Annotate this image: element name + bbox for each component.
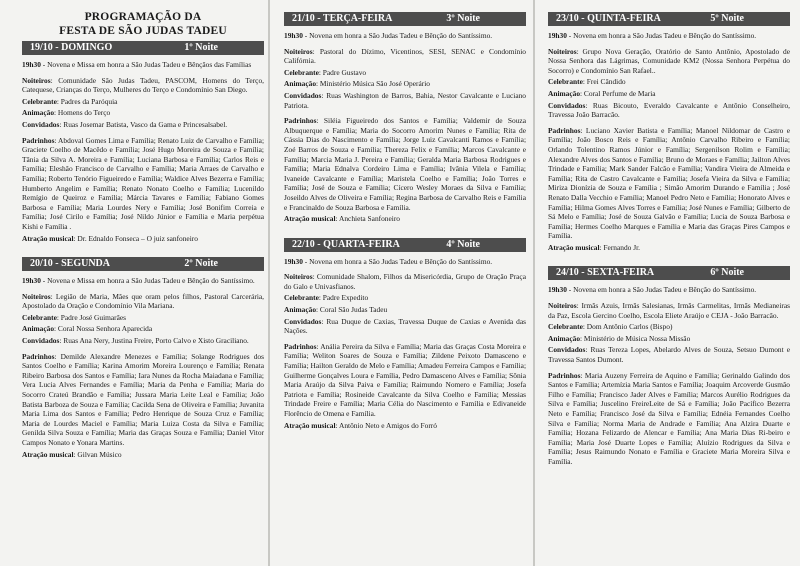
day-section-6 (548, 266, 790, 466)
line-text: : Anchieta Sanfoneiro (335, 214, 400, 224)
day-date: 24/10 - SEXTA-FEIRA (556, 267, 655, 279)
day-night: 1º Noite (184, 42, 218, 53)
day-section-1 (22, 41, 264, 243)
line-text: : Coral Perfume de Maria (580, 88, 656, 98)
line-label: Padrinhos (22, 135, 55, 145)
line-text: : Homens do Terço (54, 108, 111, 118)
line-label: Atração musical (22, 233, 74, 243)
day-header (548, 12, 790, 26)
program-line (548, 31, 790, 41)
program-line (284, 317, 526, 336)
line-label: Atração musical (22, 449, 74, 459)
line-label: 19h30 (548, 31, 567, 40)
program-line (284, 272, 526, 291)
line-label: Padrinhos (548, 370, 581, 380)
program-line (22, 313, 264, 323)
line-text: : Anália Pereira da Silva e Família; Maria das Graças Costa Moreira e Família; Weliton Soares de Souza e Família; Zildene Peixoto Damasceno e Família; Hailton Geraldo de Melo e Família; Amadeu Ferreira Campos e Família; Guilherme Gonçalves Loura e Família, Pedro Damasceno Alves e Família; Sônia Maria Araújo da Silva Paiva e Família; Raimundo Nomero e Família; Josefa Patriota e Família; Rosineide Cavalcante da Silva Coelho e Família; Messias Trindade Freire e Família; Maria Célia do Nascimento e Família e Edivaneide Florêncio de Omena e Família. (284, 341, 526, 418)
line-label: Convidados (548, 345, 586, 355)
line-text: : Coral Nossa Senhora Aparecida (54, 324, 153, 334)
line-text: : Ruas Bicouto, Everaldo Cavalcante e Antônio Conselheiro, Travessa João Barracão. (548, 100, 790, 120)
program-line (22, 276, 264, 286)
line-text: : Fernando Jr. (599, 242, 640, 252)
program-line (22, 120, 264, 130)
program-line (284, 257, 526, 267)
line-label: Animação (548, 333, 581, 343)
line-text: - Novena em honra a São Judas Tadeu e Bênção do Santíssimo. (302, 256, 493, 266)
line-text: : Abdoval Gomes Lima e Família; Renato Luiz de Carvalho e Família; Graciete Coelho de Macêdo e Família; José Hugo Moreira de Souza e Família; Tânia da Silva A. Moreira e Família; Luciana Barbosa e Família; Carlos Reis e Família; Eleshão Francisco de Carvalho e Família; Maria Arraes de Carvalho e Família; Roberto Tenório Figueiredo e Família; Waldice Alves Bezerra e Família; Humberto Angelim e Família; Renato Nonato Coelho e Família; Lucenildo Remígio de Queiroz e Família; Márcia Tavares e Família; Fabiano Gomes Barbosa e Família; Maria Lourdes Nery e Família; José Bonifim Correia e Família; José Cirilo e Família; José Nildo Júnior e Família e Maria perpétua Kishi e Família . (22, 135, 264, 231)
day-date: 19/10 - DOMINGO (30, 42, 113, 53)
line-text: : Ruas Washington de Barros, Bahia, Nestor Cavalcante e Luciano Patriota. (284, 90, 526, 110)
line-label: Celebrante (548, 77, 583, 87)
program-title-line-1: PROGRAMAÇÃO DA (84, 11, 202, 23)
line-text: : Ruas Tereza Lopes, Abelardo Alves de Souza, Setsuo Dumont e Travessa Santos Dumont. (548, 345, 790, 365)
day-night: 4º Noite (446, 238, 480, 250)
program-line (284, 342, 526, 419)
day-date: 21/10 - TERÇA-FEIRA (292, 13, 393, 24)
day-header (548, 266, 790, 280)
day-section-3 (284, 12, 526, 224)
line-label: 19h30 (284, 256, 303, 266)
program-line (548, 322, 790, 332)
line-label: Celebrante (284, 293, 319, 303)
line-text: : Siléia Figueiredo dos Santos e Família; Valdemir de Souza Albuquerque e Família; Maria do Socorro Amorim Nunes e Família; Rita de Cássia Dias do Nascimento e Família; Jorge Luiz Cavalcanti Ramos e Família; Zoé Barros de Souza e Família; Thereza Felix e Família; Marcos Cavalcante e Família; Marcia Maria J. Pereira e Família; Geralda Maria Barbosa Rodrigues e Família; Maria Ednalva Cordeiro Lima e Família; Ivânia Vilela e Família; Ivaneide Cavalcante e Família; Maristela Coelho e Família; João Torres e Família; José de Souza e Família; Cícero Wesley Moraes da Silva e Família; Joseildo Alves de Oliveira e Família; Regina Barbosa de Carvalho Reis e Família e Francinaldo de Souza Barbosa e Família. (284, 116, 526, 212)
line-label: Convidados (284, 316, 322, 326)
program-line (22, 136, 264, 232)
day-header (284, 12, 526, 26)
program-line (548, 371, 790, 467)
line-label: Animação (22, 324, 55, 334)
fold-line-right (533, 0, 535, 566)
program-line (548, 301, 790, 320)
program-line (548, 89, 790, 99)
line-text: : Comunidade Shalom, Filhos da Misericórdia, Grupo de Oração Praça do Galo e Univasfianos. (284, 272, 526, 291)
line-label: Noiteiros (548, 301, 577, 311)
day-header (284, 238, 526, 252)
line-label: Noiteiros (548, 46, 577, 56)
program-line (22, 234, 264, 244)
line-label: 19h30 (22, 276, 41, 286)
line-text: : Maria Auzeny Ferreira de Aquino e Família; Gerinaldo Galindo dos Santos e Família; Artemízia Maria Santos e Família; Joaquim Arcoverde Gusmão Filho e Família; Francisco Jader Alves e Família; Marcos Aurélio Rodrigues da Silva e Família; Juscelino FreireLeite de Sá e Família; João Pacífico Bezerra Neto e Família; Francisco José da Silva e Família; Ednéia Fernandes Coelho Silva e Família; Norma Maria de Andrade e Família; Ana Alzira Duarte e Família; Hozana Felizardo de Alencar e Família; Ana Maria Dias Ri-beiro e Família; Maria José Duarte Lopes e Família; Aluízio Rodrigues da Silva e Família; Jesus Raimundo Nonato e Família e Graciete Maria Moreira Silva e Família. (548, 370, 790, 466)
program-line (22, 60, 264, 70)
program-line (22, 97, 264, 107)
line-label: Padrinhos (284, 116, 317, 126)
program-line (284, 421, 526, 431)
day-night: 6º Noite (710, 267, 744, 279)
line-label: Animação (284, 305, 317, 315)
line-label: Atração musical (284, 214, 336, 224)
program-line (284, 47, 526, 66)
line-text: : Grupo Nova Geração, Oratório de Santo Antônio, Apostolado de Nossa Senhora das Lágrimas, Comunidade KM2 (Nossa Senhora Perpétua do Socorro) e Condomínio San Rafael.. (548, 46, 790, 75)
line-text: : Pastoral do Dízimo, Vicentinos, SESI, SENAC e Condomínio Califórnia. (284, 46, 526, 66)
program-line (284, 116, 526, 212)
line-text: - Novena em honra a São Judas Tadeu e Bênção do Santíssimo. (566, 285, 757, 295)
line-text: - Novena e Missa em honra a São Judas Tadeu e Bênção do Santíssimo. (40, 276, 255, 286)
program-line (284, 293, 526, 303)
line-label: Convidados (22, 119, 60, 129)
line-label: Noiteiros (284, 46, 313, 56)
program-line (284, 214, 526, 224)
day-header (22, 257, 264, 271)
program-line (22, 292, 264, 311)
line-text: : Gilvan Músico (73, 449, 122, 459)
program-line (548, 47, 790, 76)
program-title-line-2: FESTA DE SÃO JUDAS TADEU (59, 25, 227, 37)
line-text: : Frei Cândido (582, 77, 626, 87)
line-label: Celebrante (22, 312, 57, 322)
line-text: : Comunidade São Judas Tadeu, PASCOM, Homens do Terço, Catequese, Crianças do Terço, Mulheres do Terço e Condomínio San Diego. (22, 75, 264, 95)
line-label: Atração musical (548, 242, 600, 252)
line-label: Padrinhos (548, 125, 581, 135)
program-line (548, 77, 790, 87)
line-label: Celebrante (548, 322, 583, 332)
line-text: - Novena em honra a São Judas Tadeu e Bênção do Santíssimo. (566, 31, 757, 40)
line-text: : Padre José Guimarães (56, 312, 127, 322)
line-text: : Demilde Alexandre Menezes e Família; Solange Rodrigues dos Santos Coelho e Família; Karina Amorim Moreira Lourenço e Família; Renata Ribeiro Barbosa dos Santos e Família; Iara Nunes da Rocha Maiadana e Família; Vera Lucia Alves Fernandes e Família; Maria da Penha e Família; Maria do Socorro Crateú Brandão e Família; Jussara Maria Leite Leal e Família; João Batista Barboza de Souza e Família; Cacilda Sena de Oliveira e Família; Juvanita Maria Lima dos Santos e Família; Pedro Henrique de Souza Cruz e Família; Maria de Lourdes Maciel e Família; Maria Luiza Costa da Silva e Família; Genilda Silva Souza e Família; Maria das Graças Souza e Família; Daniel Vitor Campos Nonato e Yonara Martins. (22, 351, 264, 447)
line-text: : Irmãs Azuis, Irmãs Salesianas, Irmãs Carmelitas, Irmãs Medianeiras da Paz, Escola Gercino Coelho, Escola Eliete Araújo e CEJA - João Barracão. (548, 301, 790, 320)
line-text: : Rua Duque de Caxias, Travessa Duque de Caxias e Avenida das Nações. (284, 316, 526, 336)
line-label: Convidados (284, 90, 322, 100)
program-line (284, 68, 526, 78)
program-line (22, 324, 264, 334)
column-2 (270, 0, 532, 566)
line-text: : Coral São Judas Tadeu (316, 305, 388, 315)
line-label: Noiteiros (22, 291, 51, 301)
line-label: Celebrante (284, 67, 319, 77)
line-text: : Ministério de Música Nossa Missão (580, 333, 691, 343)
program-line (548, 101, 790, 120)
day-night: 5º Noite (710, 13, 744, 24)
line-text: : Ministério Música São José Operário (316, 79, 430, 89)
program-title (22, 10, 264, 38)
line-text: : Padre Expedito (318, 293, 369, 303)
line-label: 19h30 (548, 285, 567, 295)
day-night: 3º Noite (446, 13, 480, 24)
program-line (548, 243, 790, 253)
day-date: 23/10 - QUINTA-FEIRA (556, 13, 661, 24)
line-text: : Ruas Josemar Batista, Vasco da Gama e Princesalsabel. (59, 119, 228, 129)
line-text: : Luciano Xavier Batista e Família; Manoel Nildomar de Castro e Família; João Bosco Reis e Família; Antônio Carvalho Ribeiro e Família; Orlando Tolentino Ramos Júnior e Família; Sergenilson Rolim e Família; Alexandre Alves dos Santos e Família; Bruno de Moraes e Família; Jailton Alves Trindade e Família; Mark Sander Falcão e Família; Vandira Vieira de Almeida e Família; Rita de Castro Cavalcante e Família; Josefa Vieira da Silva e Família; Miriza Dionízia de Souza e Família ; Simão Amorim Durando e Família ; José Renato Dalla Vecchio e Família; Manoel Pedro Neto e Família; Honorato Alves e Família; Hilma Gomes Alves Torres e Família; José Nunes e Família; Gilberto de Sá Melo e Família; José de Souza Galvão e Família; Lucia de Souza Barbosa e Família; Hermes Coelho Marques e Família e Maria das Graças Pires Campos e Família. (548, 125, 790, 241)
line-label: Noiteiros (22, 75, 51, 85)
program-line (22, 352, 264, 448)
line-text: : Dr. Ednaldo Fonseca – O juiz sanfoneiro (73, 233, 198, 243)
line-text: : Antônio Neto e Amigos do Forró (335, 420, 437, 430)
day-night: 2º Noite (184, 258, 218, 270)
program-line (284, 79, 526, 89)
column-3 (536, 0, 800, 566)
program-line (548, 285, 790, 295)
program-line (22, 450, 264, 460)
program-line (22, 336, 264, 346)
line-label: Convidados (22, 336, 60, 346)
line-text: - Novena e Missa em honra a São Judas Tadeu e Bênçãos das Famílias (40, 60, 252, 69)
program-line (548, 345, 790, 364)
day-section-2 (22, 257, 264, 459)
line-text: : Legião de Maria, Mães que oram pelos filhos, Pastoral Carcerária, Apostolado da Oração e Condomínio Vila Mariana. (22, 291, 264, 311)
line-text: : Dom Antônio Carlos (Bispo) (582, 322, 673, 332)
line-label: Padrinhos (284, 341, 317, 351)
program-line (284, 91, 526, 110)
line-label: Animação (22, 108, 55, 118)
line-text: : Padres da Paróquia (56, 96, 118, 106)
program-line (22, 76, 264, 95)
line-label: Atração musical (284, 420, 336, 430)
line-label: Noiteiros (284, 272, 313, 282)
line-text: : Ruas Ana Nery, Justina Freire, Porto Calvo e Xisto Graciliano. (59, 336, 249, 346)
day-section-5 (548, 12, 790, 252)
line-text: : Padre Gustavo (318, 67, 367, 77)
line-label: 19h30 (284, 31, 303, 40)
day-header (22, 41, 264, 55)
line-label: Animação (548, 88, 581, 98)
line-label: Padrinhos (22, 351, 55, 361)
line-text: - Novena em honra a São Judas Tadeu e Bênção do Santíssimo. (302, 31, 493, 40)
program-line (284, 31, 526, 41)
day-section-4 (284, 238, 526, 431)
program-line (22, 108, 264, 118)
column-1 (0, 0, 268, 566)
program-line (284, 305, 526, 315)
line-label: Convidados (548, 100, 586, 110)
day-date: 22/10 - QUARTA-FEIRA (292, 238, 400, 250)
line-label: Animação (284, 79, 317, 89)
line-label: Celebrante (22, 96, 57, 106)
line-label: 19h30 (22, 60, 41, 69)
day-date: 20/10 - SEGUNDA (30, 258, 111, 270)
program-line (548, 126, 790, 241)
program-line (548, 334, 790, 344)
